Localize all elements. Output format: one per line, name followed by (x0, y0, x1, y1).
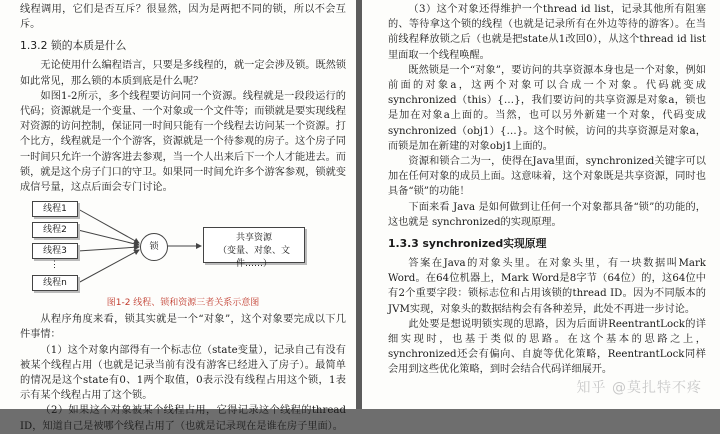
lock-node: 锁 (140, 233, 168, 261)
resource-items: （变量、对象、文件……） (217, 246, 290, 270)
section-heading-lock-essence: 1.3.2 锁的本质是什么 (20, 39, 127, 53)
thread-box-n: 线程n (32, 275, 78, 291)
paragraph: 从程序角度来看，锁其实就是一个“对象”，这个对象要完成以下几件事情： (20, 314, 346, 341)
figure-caption: 图1-2 线程、锁和资源三者关系示意图 (106, 298, 260, 309)
ellipsis-dots: ⋮ (50, 260, 59, 271)
figure-thread-lock-resource (20, 197, 346, 295)
paragraph: 此处要是想说明锁实现的思路，因为后面讲ReentrantLock的详细实现时，也基于类似的思路。在这个基本的思路之上，synchronized还会有偏向、自旋等优化策略，ReentrantLock同样会用到这些优化策略，到时会结合代码详细展开。 (388, 318, 706, 376)
paragraph: 无论使用什么编程语言，只要是多线程的，就一定会涉及锁。既然锁如此常见，那么锁的本质到底是什么呢？ (20, 60, 347, 87)
paragraph: （3）这个对象还得维护一个thread id list，记录其他所有阻塞的、等待拿这个锁的线程（也就是记录所有在外边等待的游客）。在当前线程释放锁之后（也就是把state从1改回0），从这个thread id list里面取一个线程唤醒。 (388, 4, 706, 61)
paragraph: 既然锁是一个“对象”，要访问的共享资源本身也是一个对象，例如前面的对象a，这两个对象可以合成一个对象。代码就变成synchronized（this）{…}，我们要访问的共享资源是对象a，锁也是加在对象a上面的。当然，也可以另外新建一个对象，代码变成synchronized（obj1）{…}。这个时候，访问的共享资源是对象a，而锁是加在新建的对象obj1上面的。 (388, 64, 706, 152)
arrow-threadn (78, 250, 139, 283)
shared-resource-box (203, 227, 305, 270)
thread-box-2: 线程2 (32, 222, 78, 238)
paragraph: 答案在Java的对象头里。在对象头里，有一块数据叫Mark Word。在64位机器上，Mark Word是8字节（64位）的，这64位中有2个重要字段：锁标志位和占用该锁的thread ID。因为不同版本的JVM实现，对象头的数据结构会有各种差异，此处不再进一步讨论。 (388, 258, 706, 315)
thread-box-1: 线程1 (32, 201, 78, 217)
thread-box-3: 线程3 (32, 243, 78, 259)
right-page (362, 0, 720, 409)
paragraph: 下面来看 Java 是如何做到让任何一个对象都具备“锁”的功能的，这也就是 synchronized的实现原理。 (388, 201, 706, 228)
resource-title: 共享资源 (235, 233, 272, 244)
arrow-thread3 (78, 247, 139, 251)
watermark: 知乎 @莫扎特不疼 (576, 380, 702, 396)
paragraph: 如图1-2所示，多个线程要访问同一个资源。线程就是一段段运行的代码；资源就是一个变量、一个对象或一个文件等；而锁就是要实现线程对资源的访问控制，保证同一时间只能有一个线程去访问某一个资源。打个比方，线程就是一个个游客，资源就是一个待参观的房子。这个房子同一时间只允许一个游客进去参观，当一个人出来后下一个人才能进去。而锁，就是这个房子门口的守卫。如果同一时间允许多个游客参观，锁就变成信号量，这点后面会专门讨论。 (20, 90, 346, 194)
paragraph: （1）这个对象内部得有一个标志位（state变量），记录自己有没有被某个线程占用（也就是记录当前有没有游客已经进入了房子）。最简单的情况是这个state有0、1两个取值，0表示没有线程占用这个锁，1表示有某个线程占用了这个锁。 (20, 344, 346, 402)
paragraph: 资源和锁合二为一，使得在Java里面，synchronized关键字可以加在任何对象的成员上面。这意味着，这个对象既是共享资源，同时也具备“锁”的功能！ (388, 156, 706, 198)
left-page (0, 0, 356, 432)
section-heading-synchronized: 1.3.3 synchronized实现原理 (388, 237, 547, 251)
paragraph-intro: 线程调用，它们是否互斥？很显然，因为是两把不同的锁，所以不会互斥。 (20, 4, 346, 31)
paragraph: （2）如果这个对象被某个线程占用，它得记录这个线程的thread ID，知道自己是被哪个线程占用了（也就是记录现在是谁在房子里面）。 (20, 405, 346, 432)
